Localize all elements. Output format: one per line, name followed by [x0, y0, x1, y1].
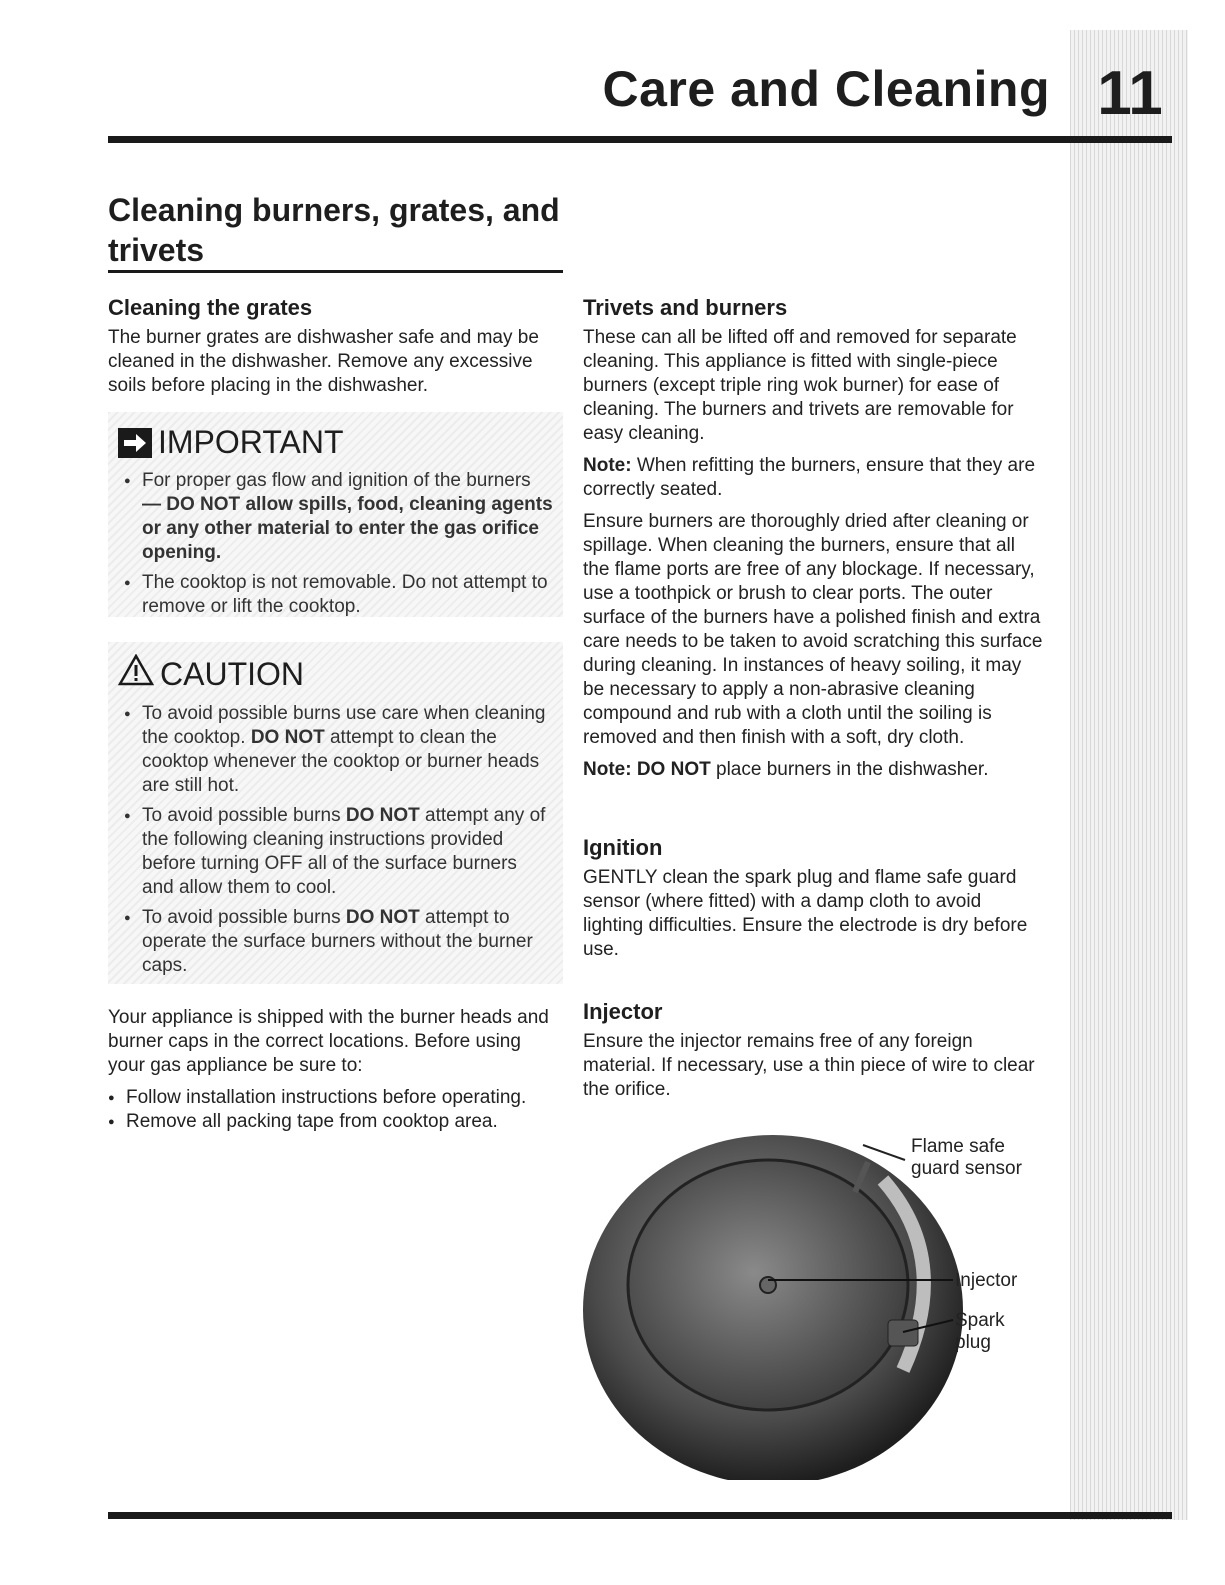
arrow-right-icon [118, 428, 152, 458]
caution-item: ● To avoid possible burns DO NOT attempt to operate the surface burners without the burner caps. [118, 906, 553, 978]
caution-item: ● To avoid possible burns use care when cleaning the cooktop. DO NOT attempt to clean the cooktop whenever the cooktop or burner heads are still hot. [118, 702, 553, 798]
grates-section [108, 296, 563, 406]
shipping-section [108, 1006, 563, 1134]
trivets-note-2: Note: DO NOT place burners in the dishwasher. [583, 759, 989, 780]
important-label: IMPORTANT [158, 424, 344, 460]
section-rule [108, 270, 563, 273]
caution-box [108, 642, 563, 984]
section-title: Cleaning burners, grates, and trivets [108, 192, 560, 268]
trivets-section [583, 296, 1043, 790]
trivets-body-2: Ensure burners are thoroughly dried after cleaning or spillage. When cleaning the burners, ensure that all the flame ports are free of any blockage. If necessary, use a toothpick or brush to clear ports. The outer surface of the burners have a polished finish and extra care needs to be taken to avoid scratching this surface during cleaning. In instances of heavy soiling, it may be necessary to apply a non-abrasive cleaning compound and rub with a cloth until the soiling is removed and then finish with a soft, dry cloth. [583, 511, 1043, 748]
important-box [108, 412, 563, 617]
list-item: ● Remove all packing tape from cooktop area. [108, 1110, 563, 1134]
trivets-body: These can all be lifted off and removed for separate cleaning. This appliance is fitted with single-piece burners (except triple ring wok burner) for ease of cleaning. The burners and trivets are removable for easy cleaning. [583, 327, 1017, 444]
callout-spark-plug: Spark plug [955, 1310, 1005, 1353]
page-number: 11 [1097, 59, 1163, 128]
caution-label: CAUTION [160, 655, 304, 692]
ignition-body: GENTLY clean the spark plug and flame safe guard sensor (where fitted) with a damp cloth to avoid lighting difficulties. Ensure the electrode is dry before use. [583, 867, 1028, 960]
caution-item: ● To avoid possible burns DO NOT attempt any of the following cleaning instructions provided before turning OFF all of the surface burners and allow them to cool. [118, 804, 553, 900]
callout-injector: Injector [955, 1270, 1018, 1291]
footer-rule [108, 1512, 1172, 1519]
chapter-tab [1070, 30, 1188, 1520]
page-title: Care and Cleaning [602, 61, 1050, 117]
injector-section [583, 1000, 1043, 1110]
important-item: ● The cooktop is not removable. Do not attempt to remove or lift the cooktop. [118, 571, 553, 619]
ignition-section [583, 836, 1043, 970]
injector-body: Ensure the injector remains free of any foreign material. If necessary, use a thin piece of wire to clear the orifice. [583, 1031, 1035, 1100]
trivets-heading: Trivets and burners [583, 295, 788, 320]
grates-heading: Cleaning the grates [108, 295, 313, 320]
important-item: ● For proper gas flow and ignition of the burners — DO NOT allow spills, food, cleaning agents or any other material to enter the gas orifice opening. [118, 469, 553, 565]
list-item: ● Follow installation instructions before operating. [108, 1086, 563, 1110]
trivets-note: Note: When refitting the burners, ensure that they are correctly seated. [583, 455, 1036, 500]
important-header [108, 412, 563, 465]
shipping-body: Your appliance is shipped with the burner heads and burner caps in the correct locations. Before using your gas appliance be sure to: [108, 1007, 549, 1076]
ignition-heading: Ignition [583, 835, 663, 860]
injector-heading: Injector [583, 999, 663, 1024]
header-rule [108, 136, 1172, 143]
callout-flame-sensor: Flame safe guard sensor [911, 1136, 1022, 1179]
caution-header [108, 642, 563, 698]
burner-figure [583, 1120, 1043, 1480]
grates-body: The burner grates are dishwasher safe and may be cleaned in the dishwasher. Remove any excessive soils before placing in the dishwasher. [108, 327, 539, 396]
warning-triangle-icon [118, 654, 154, 694]
